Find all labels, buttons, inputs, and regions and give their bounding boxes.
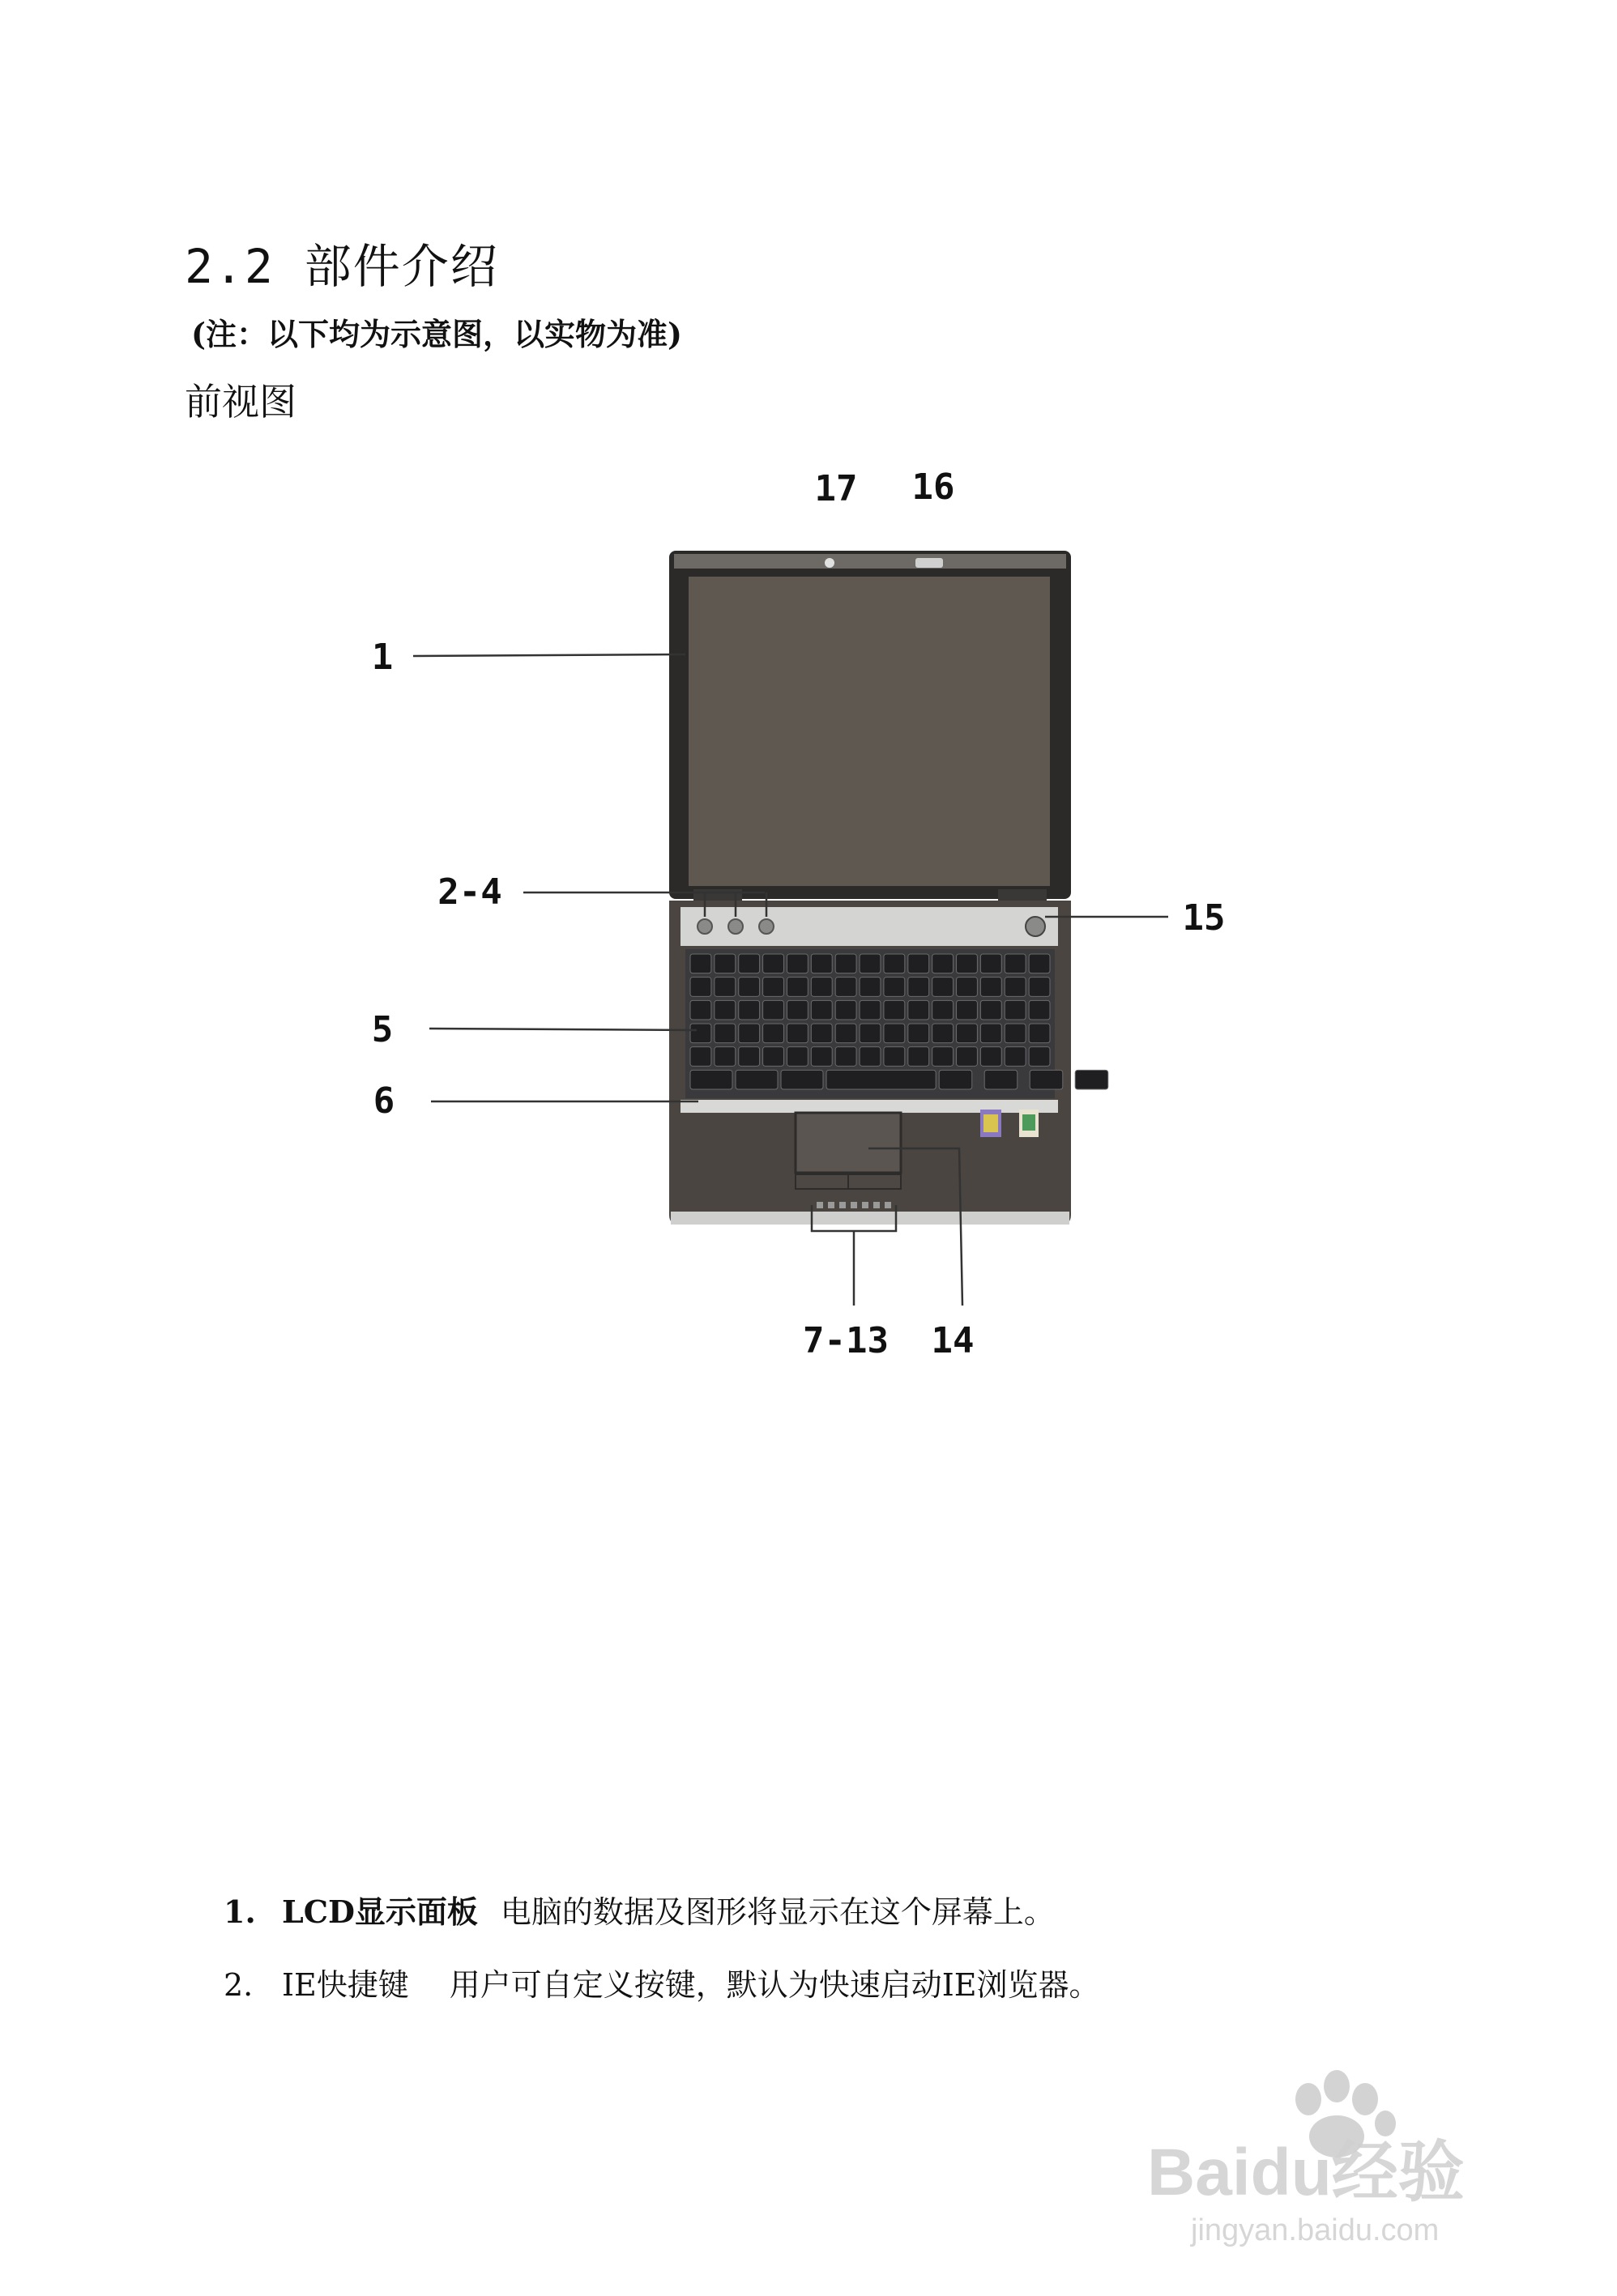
indicator-led-icon <box>862 1202 868 1208</box>
key <box>932 954 954 973</box>
key <box>1075 1070 1108 1089</box>
lid-latch-icon <box>915 558 943 568</box>
indicator-led-icon <box>851 1202 857 1208</box>
key <box>1029 978 1050 997</box>
key <box>1005 1000 1026 1020</box>
key <box>690 954 711 973</box>
key <box>932 1024 954 1043</box>
key <box>835 1047 856 1067</box>
key <box>826 1070 936 1089</box>
indicator-led-icon <box>817 1202 823 1208</box>
laptop-front-view-figure <box>0 454 1617 1393</box>
key <box>932 1000 954 1020</box>
key <box>787 978 808 997</box>
key <box>739 1000 760 1020</box>
front-view-heading: 前视图 <box>185 380 297 424</box>
key <box>860 1000 881 1020</box>
key <box>1005 978 1026 997</box>
key <box>763 1024 784 1043</box>
key <box>811 978 832 997</box>
watermark-brand: Baidu经验 <box>1147 2136 1465 2209</box>
callout-5: 5 <box>371 1009 394 1050</box>
key <box>787 954 808 973</box>
key <box>811 954 832 973</box>
key <box>908 1024 929 1043</box>
key <box>835 1024 856 1043</box>
key <box>884 1000 905 1020</box>
key <box>957 1024 978 1043</box>
key <box>715 1000 736 1020</box>
quick-key-3-icon <box>759 919 774 934</box>
key <box>957 978 978 997</box>
key <box>860 1047 881 1067</box>
key <box>980 1047 1001 1067</box>
key <box>739 1047 760 1067</box>
key <box>739 1024 760 1043</box>
key <box>1029 1024 1050 1043</box>
callout-2-4: 2-4 <box>437 871 502 913</box>
key <box>835 954 856 973</box>
baidu-paw-logo <box>1142 2057 1564 2251</box>
key <box>860 978 881 997</box>
key <box>932 1047 954 1067</box>
figure-note: (注：以下均为示意图，以实物为准) <box>191 316 682 352</box>
laptop-diagram <box>0 454 1617 1393</box>
callout-16: 16 <box>911 466 955 508</box>
key <box>957 954 978 973</box>
section-name: 部件介绍 <box>304 239 499 294</box>
item-term: IE快捷键 <box>282 1967 409 2003</box>
callout-15: 15 <box>1182 897 1226 939</box>
key <box>739 954 760 973</box>
item-term: LCD显示面板 <box>282 1893 478 1930</box>
item-number: 2. <box>224 1967 254 2003</box>
key <box>1005 1024 1026 1043</box>
key <box>736 1070 778 1089</box>
indicator-led-icon <box>885 1202 891 1208</box>
key <box>763 954 784 973</box>
item-number: 1. <box>224 1893 256 1930</box>
key <box>908 978 929 997</box>
key <box>690 978 711 997</box>
lcd-panel <box>689 577 1050 886</box>
key <box>763 1000 784 1020</box>
key <box>787 1047 808 1067</box>
key <box>715 978 736 997</box>
key <box>835 1000 856 1020</box>
webcam-icon <box>825 558 834 568</box>
callout-7-13: 7-13 <box>803 1320 889 1361</box>
key <box>884 1047 905 1067</box>
quick-key-2-icon <box>728 919 743 934</box>
section-title <box>185 228 499 296</box>
key <box>781 1070 823 1089</box>
key <box>980 1024 1001 1043</box>
key <box>690 1024 711 1043</box>
leader-1 <box>413 654 685 656</box>
key <box>690 1000 711 1020</box>
key <box>690 1047 711 1067</box>
key <box>908 1000 929 1020</box>
key <box>1030 1070 1063 1089</box>
key <box>884 978 905 997</box>
key <box>787 1000 808 1020</box>
key <box>1029 954 1050 973</box>
indicator-led-icon <box>873 1202 880 1208</box>
key <box>957 1047 978 1067</box>
callout-1: 1 <box>371 637 394 678</box>
component-item-1 <box>224 1887 1055 1932</box>
key <box>787 1024 808 1043</box>
item-description: 用户可自定义按键，默认为快速启动IE浏览器。 <box>449 1967 1100 2003</box>
key <box>1029 1000 1050 1020</box>
base-front-edge <box>671 1212 1069 1225</box>
key <box>860 1024 881 1043</box>
key <box>690 1070 732 1089</box>
indicator-led-icon <box>828 1202 834 1208</box>
key <box>908 954 929 973</box>
lid-top-edge <box>674 554 1066 569</box>
key <box>939 1070 972 1089</box>
key <box>957 1000 978 1020</box>
key <box>980 1000 1001 1020</box>
palmrest-strip <box>681 1100 1058 1113</box>
key <box>763 1047 784 1067</box>
key <box>984 1070 1018 1089</box>
key <box>811 1024 832 1043</box>
key <box>980 978 1001 997</box>
quick-key-1-icon <box>698 919 712 934</box>
key <box>1029 1047 1050 1067</box>
key <box>860 954 881 973</box>
item-description: 电脑的数据及图形将显示在这个屏幕上。 <box>500 1894 1055 1930</box>
key <box>715 1047 736 1067</box>
callout-6: 6 <box>373 1080 395 1122</box>
key <box>811 1047 832 1067</box>
key <box>1005 1047 1026 1067</box>
key <box>739 978 760 997</box>
key <box>763 978 784 997</box>
key <box>884 954 905 973</box>
callout-14: 14 <box>931 1320 975 1361</box>
baidu-jingyan-watermark <box>1142 2057 1564 2251</box>
section-number: 2.2 <box>185 239 275 294</box>
key <box>932 978 954 997</box>
touchpad <box>796 1113 901 1173</box>
key <box>884 1024 905 1043</box>
watermark-url: jingyan.baidu.com <box>1191 2213 1440 2247</box>
key <box>1005 954 1026 973</box>
leader-5 <box>429 1029 697 1030</box>
indicator-led-icon <box>839 1202 846 1208</box>
component-item-2 <box>224 1960 1100 2004</box>
key <box>835 978 856 997</box>
key <box>908 1047 929 1067</box>
key <box>715 1024 736 1043</box>
key <box>715 954 736 973</box>
power-button-icon <box>1026 917 1045 936</box>
key <box>811 1000 832 1020</box>
callout-17: 17 <box>814 468 858 509</box>
key <box>980 954 1001 973</box>
